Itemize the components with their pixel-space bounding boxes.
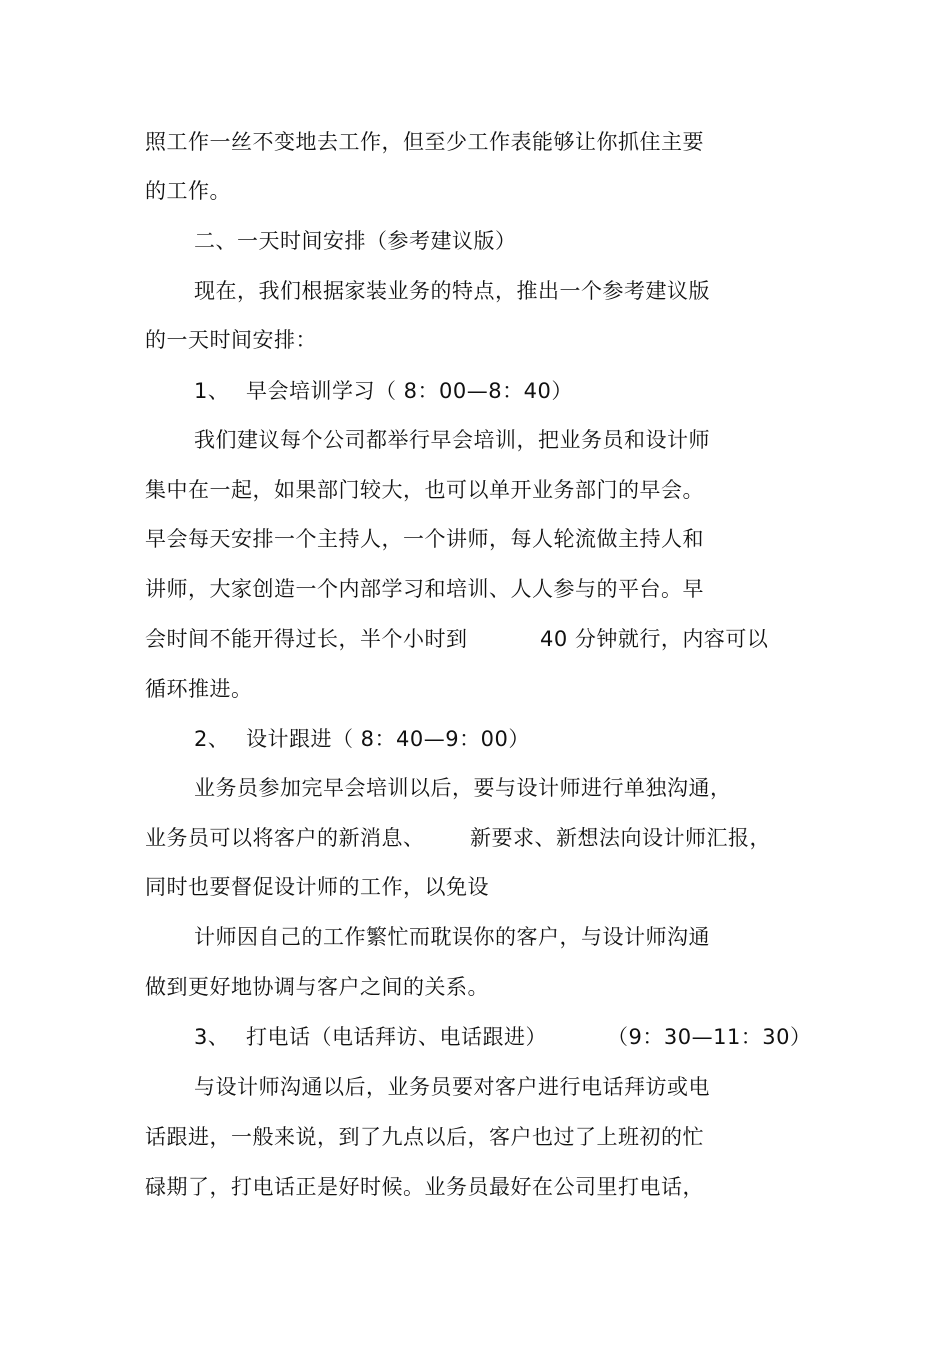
item-2-line-2a: 业务员可以将客户的新消息、 (145, 826, 425, 850)
item-3-line-1: 与设计师沟通以后，业务员要对客户进行电话拜访或电 (194, 1075, 710, 1099)
item-1-line-5b: 40 分钟就行，内容可以 (540, 627, 769, 651)
item-1-number: 1、 (194, 379, 230, 403)
item-1-line-4: 讲师，大家创造一个内部学习和培训、人人参与的平台。早 (145, 577, 704, 601)
item-1-line-6: 循环推进。 (145, 677, 253, 701)
item-1-title: 早会培训学习（ 8：00—8：40） (246, 379, 573, 403)
item-2-line-5: 做到更好地协调与客户之间的关系。 (145, 975, 489, 999)
item-2-title: 设计跟进（ 8：40—9：00） (246, 727, 530, 751)
section-heading: 二、一天时间安排（参考建议版） (194, 229, 517, 253)
item-2-line-3: 同时也要督促设计师的工作，以免设 (145, 875, 489, 899)
item-2-line-1: 业务员参加完早会培训以后，要与设计师进行单独沟通， (194, 776, 732, 800)
item-2-line-4: 计师因自己的工作繁忙而耽误你的客户，与设计师沟通 (194, 925, 710, 949)
item-2-number: 2、 (194, 727, 230, 751)
body-line-1: 照工作一丝不变地去工作，但至少工作表能够让你抓住主要 (145, 130, 704, 154)
item-1-line-1: 我们建议每个公司都举行早会培训，把业务员和设计师 (194, 428, 710, 452)
item-3-time: （9：30—11：30） (607, 1025, 812, 1049)
item-1-line-3: 早会每天安排一个主持人，一个讲师，每人轮流做主持人和 (145, 527, 704, 551)
item-1-line-5a: 会时间不能开得过长，半个小时到 (145, 627, 468, 651)
item-3-line-3: 碌期了，打电话正是好时候。业务员最好在公司里打电话， (145, 1175, 704, 1199)
item-3-line-2: 话跟进，一般来说，到了九点以后，客户也过了上班初的忙 (145, 1125, 704, 1149)
item-2-line-2b: 新要求、新想法向设计师汇报， (470, 826, 771, 850)
item-3-title: 打电话（电话拜访、电话跟进） (246, 1025, 547, 1049)
body-line-2: 的工作。 (145, 179, 231, 203)
item-1-line-2: 集中在一起，如果部门较大，也可以单开业务部门的早会。 (145, 478, 704, 502)
item-3-number: 3、 (194, 1025, 230, 1049)
intro-line-1: 现在，我们根据家装业务的特点，推出一个参考建议版 (194, 279, 710, 303)
intro-line-2: 的一天时间安排： (145, 328, 317, 352)
